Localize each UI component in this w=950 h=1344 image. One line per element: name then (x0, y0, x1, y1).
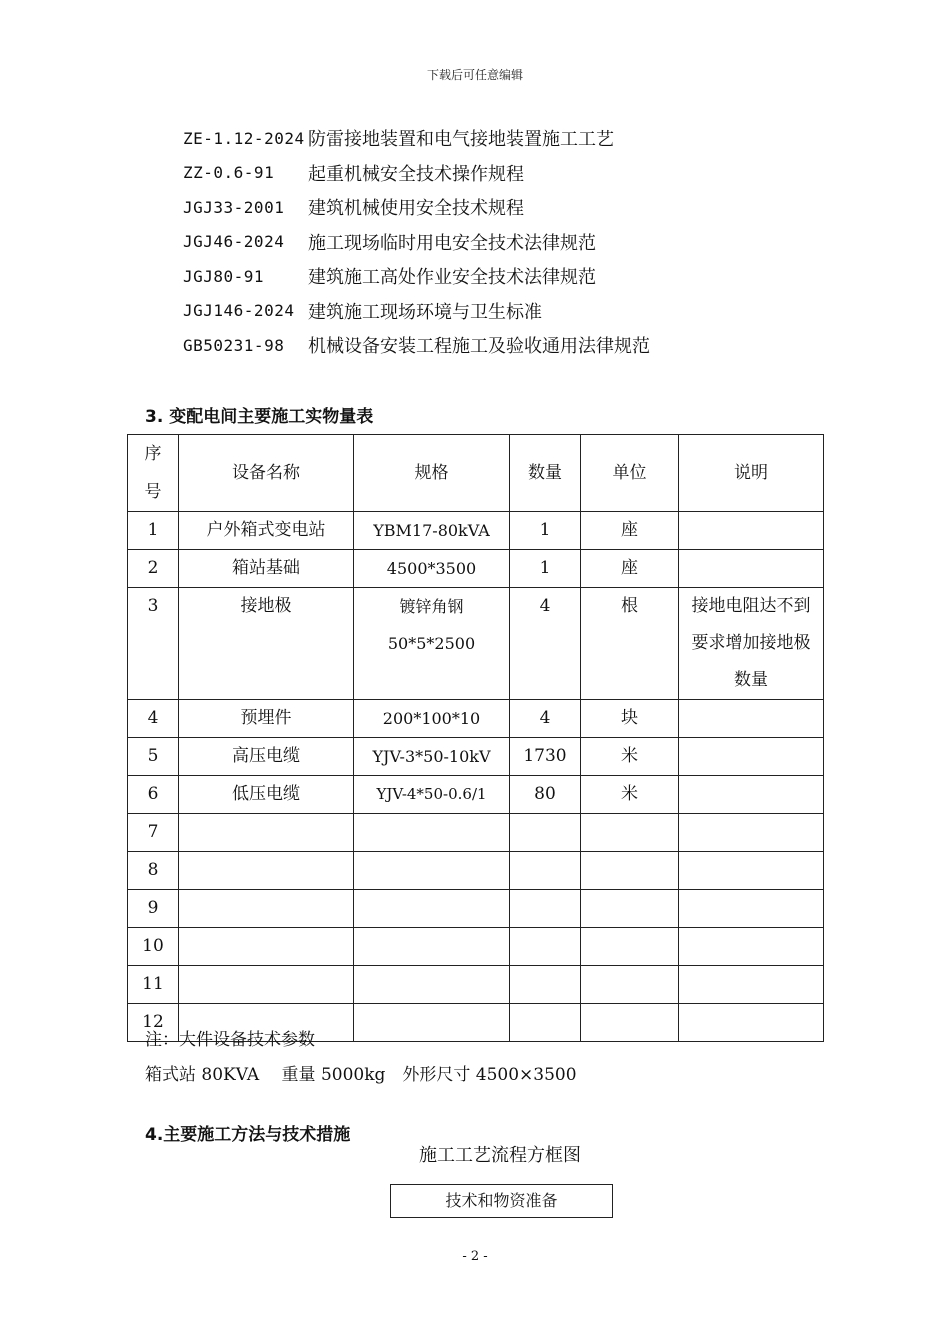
standard-code: JGJ146-2024 (183, 301, 295, 321)
header-no-line1: 序 (144, 444, 162, 464)
section-4-title: 4.主要施工方法与技术措施 (145, 1125, 351, 1145)
table-row (128, 814, 824, 852)
cell-spec (354, 814, 510, 852)
cell-name: 预埋件 (179, 700, 354, 738)
cell-no: 7 (128, 814, 179, 852)
cell-name: 箱站基础 (179, 550, 354, 588)
cell-name (179, 890, 354, 928)
page-number: - 2 - (462, 1249, 488, 1264)
cell-qty (510, 1004, 581, 1042)
standard-name: 机械设备安装工程施工及验收通用法律规范 (308, 336, 650, 358)
quantity-table (127, 434, 824, 1042)
cell-qty: 1730 (510, 738, 581, 776)
cell-qty: 80 (510, 776, 581, 814)
cell-no: 10 (128, 928, 179, 966)
flowchart-title: 施工工艺流程方框图 (419, 1145, 581, 1166)
standard-item (183, 156, 650, 191)
standards-list (183, 121, 650, 363)
note-title: 注：大件设备技术参数 (145, 1030, 315, 1050)
cell-unit: 米 (581, 776, 679, 814)
cell-qty: 4 (510, 700, 581, 738)
cell-unit: 米 (581, 738, 679, 776)
table-header-row (128, 435, 824, 512)
standard-item (183, 259, 650, 294)
standard-code: JGJ46-2024 (183, 232, 285, 252)
cell-remark (679, 890, 824, 928)
cell-remark (679, 700, 824, 738)
standard-item (183, 225, 650, 260)
note-detail: 箱式站 80KVA 重量 5000kg 外形尺寸 4500×3500 (145, 1065, 577, 1085)
cell-unit (581, 966, 679, 1004)
cell-name (179, 966, 354, 1004)
cell-remark (679, 966, 824, 1004)
header-qty: 数量 (510, 435, 581, 512)
standard-item (183, 190, 650, 225)
standard-item (183, 328, 650, 363)
standard-name: 施工现场临时用电安全技术法律规范 (308, 232, 596, 254)
cell-spec: YBM17-80kVA (354, 512, 510, 550)
cell-spec: 4500*3500 (354, 550, 510, 588)
cell-remark (679, 776, 824, 814)
cell-qty (510, 814, 581, 852)
cell-spec-line2: 50*5*2500 (387, 634, 476, 653)
cell-remark (679, 928, 824, 966)
cell-unit (581, 1004, 679, 1042)
cell-spec: 200*100*10 (354, 700, 510, 738)
header-no-line2: 号 (144, 482, 162, 502)
section-3-title: 3. 变配电间主要施工实物量表 (145, 407, 374, 427)
cell-remark (679, 512, 824, 550)
table-row (128, 928, 824, 966)
cell-spec-line1: 镀锌角钢 (399, 597, 464, 616)
standard-name: 建筑施工高处作业安全技术法律规范 (308, 267, 596, 289)
table-row (128, 550, 824, 588)
cell-spec: YJV-4*50-0.6/1 (354, 776, 510, 814)
cell-unit: 根 (581, 588, 679, 700)
header-name: 设备名称 (179, 435, 354, 512)
cell-no: 11 (128, 966, 179, 1004)
cell-remark (679, 1004, 824, 1042)
table-row (128, 588, 824, 700)
table-row (128, 966, 824, 1004)
cell-no: 2 (128, 550, 179, 588)
cell-spec (354, 852, 510, 890)
cell-no: 5 (128, 738, 179, 776)
standard-code: ZZ-0.6-91 (183, 163, 275, 183)
cell-no: 3 (128, 588, 179, 700)
cell-unit: 座 (581, 550, 679, 588)
cell-name: 接地极 (179, 588, 354, 700)
cell-no: 12 (128, 1004, 179, 1042)
cell-unit: 座 (581, 512, 679, 550)
cell-name (179, 852, 354, 890)
cell-qty: 1 (510, 550, 581, 588)
cell-unit (581, 890, 679, 928)
page-header-note: 下载后可任意编辑 (426, 68, 523, 82)
standard-name: 建筑机械使用安全技术规程 (308, 198, 524, 220)
cell-qty (510, 852, 581, 890)
cell-qty (510, 928, 581, 966)
header-unit: 单位 (581, 435, 679, 512)
cell-name (179, 814, 354, 852)
table-row (128, 890, 824, 928)
table-row (128, 700, 824, 738)
cell-spec (354, 890, 510, 928)
cell-no: 9 (128, 890, 179, 928)
cell-name: 高压电缆 (179, 738, 354, 776)
cell-unit (581, 814, 679, 852)
cell-qty (510, 966, 581, 1004)
cell-unit (581, 928, 679, 966)
table-row (128, 852, 824, 890)
cell-remark (679, 852, 824, 890)
header-spec: 规格 (354, 435, 510, 512)
cell-remark (679, 550, 824, 588)
table-row (128, 776, 824, 814)
cell-no: 4 (128, 700, 179, 738)
cell-remark (679, 814, 824, 852)
cell-qty (510, 890, 581, 928)
cell-remark: 接地电阻达不到要求增加接地极数量 (679, 588, 824, 700)
cell-name: 低压电缆 (179, 776, 354, 814)
cell-spec (354, 928, 510, 966)
cell-name: 户外箱式变电站 (179, 512, 354, 550)
standard-name: 建筑施工现场环境与卫生标准 (308, 301, 542, 323)
cell-remark (679, 738, 824, 776)
cell-spec: YJV-3*50-10kV (354, 738, 510, 776)
cell-no: 6 (128, 776, 179, 814)
standard-code: JGJ80-91 (183, 266, 265, 286)
table-row (128, 738, 824, 776)
standard-code: ZE-1.12-2024 (183, 128, 305, 148)
flowchart-box-preparation: 技术和物资准备 (390, 1184, 613, 1218)
cell-qty: 1 (510, 512, 581, 550)
standard-code: GB50231-98 (183, 335, 285, 355)
cell-spec (354, 588, 510, 700)
cell-no: 1 (128, 512, 179, 550)
standard-item (183, 121, 650, 156)
cell-no: 8 (128, 852, 179, 890)
cell-spec (354, 966, 510, 1004)
header-remark: 说明 (679, 435, 824, 512)
cell-unit (581, 852, 679, 890)
standard-item (183, 294, 650, 329)
header-no (128, 435, 179, 512)
cell-unit: 块 (581, 700, 679, 738)
standard-name: 起重机械安全技术操作规程 (308, 163, 524, 185)
table-row (128, 512, 824, 550)
cell-spec (354, 1004, 510, 1042)
standard-name: 防雷接地装置和电气接地装置施工工艺 (308, 129, 614, 151)
cell-name (179, 928, 354, 966)
cell-qty: 4 (510, 588, 581, 700)
standard-code: JGJ33-2001 (183, 197, 285, 217)
